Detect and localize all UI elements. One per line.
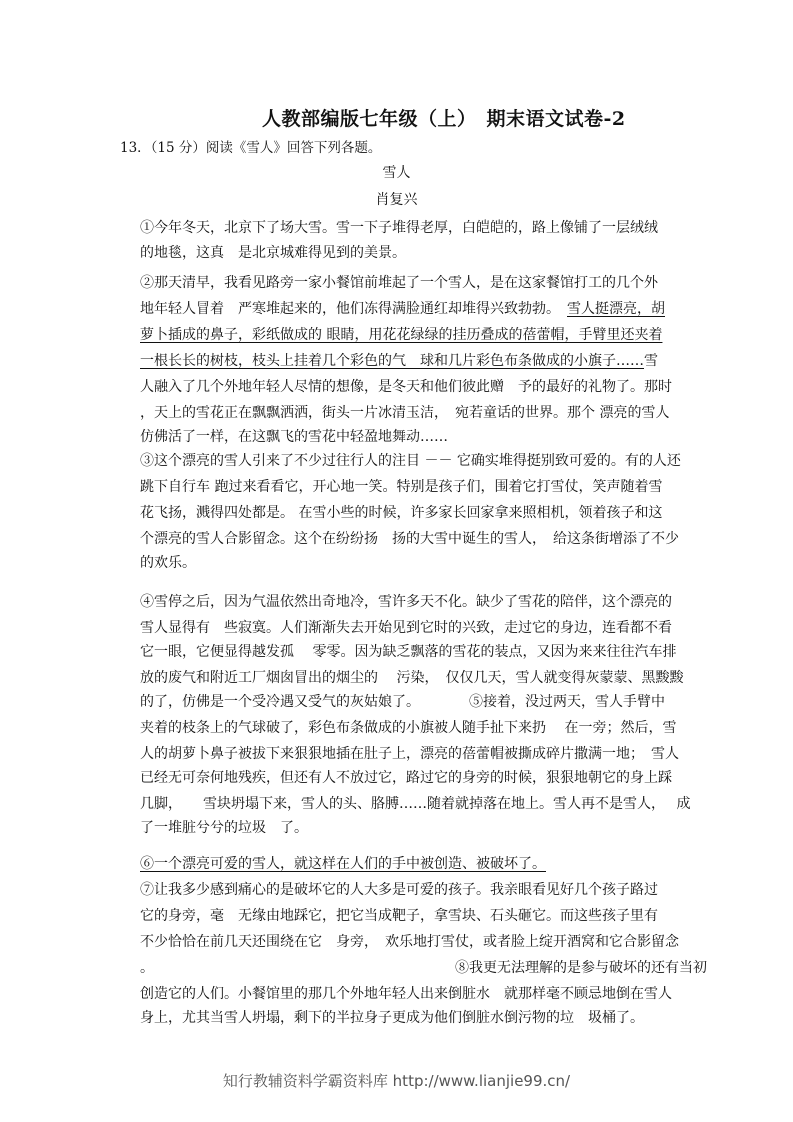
text-line: ，天上的雪花正在飘飘洒洒，街头一片冰清玉洁， 宛若童话的世界。那个 漂亮的雪人 [140,405,670,421]
text-line: 身上，尤其当雪人坍塌，剩下的半拉身子更成为他们倒脏水倒污物的垃 圾桶了。 [140,1010,644,1026]
question-stem: 13．（15 分）阅读《雪人》回答下列各题。 [120,140,382,156]
text-line: ①今年冬天，北京下了场大雪。雪一下子堆得老厚，白皑皑的，路上像铺了一层绒绒 [140,220,658,236]
footer-watermark: 知行教辅资料学霸资料库 http://www.lianjie99.cn/ [222,1072,571,1090]
text-line: ④雪停之后，因为气温依然出奇地冷，雪许多天不化。缺少了雪花的陪伴，这个漂亮的 [140,594,672,610]
underlined-text: 雪人挺漂亮，胡 [567,301,665,317]
page-title: 人教部编版七年级（上） 期末语文试卷-2 [262,108,626,130]
text-line: ⑦让我多少感到痛心的是破坏它的人大多是可爱的孩子。我亲眼看见好几个孩子路过 [140,882,658,898]
text-line: 创造它的人们。小餐馆里的那几个外地年轻人出来倒脏水 就那样毫不顾忌地倒在雪人 [140,986,672,1002]
text-line: 的了，仿佛是一个受冷遇又受气的灰姑娘了。 ⑤接着，没过两天，雪人手臂中 [140,694,665,710]
text-line: ③这个漂亮的雪人引来了不少过往行人的注目 －－ 它确实堆得挺别致可爱的。有的人还 [140,453,681,469]
text-line: 人融入了几个外地年轻人尽情的想像，是冬天和他们彼此赠 予的最好的礼物了。那时 [140,379,672,395]
text-line: 它一眼，它便显得越发孤 零零。因为缺乏飘落的雪花的装点，又因为来来往往汽车排 [140,644,677,660]
text-line: 几脚， 雪块坍塌下来，雪人的头、胳膊……随着就掉落在地上。雪人再不是雪人， 成 [140,796,691,812]
text-line: ②那天清早，我看见路旁一家小餐馆前堆起了一个雪人，是在这家餐馆打工的几个外 [140,275,658,291]
underlined-line: 萝卜插成的鼻子，彩纸做成的 眼睛，用花花绿绿的挂历叠成的蓓蕾帽，手臂里还夹着 [140,327,663,343]
text-line: 了一堆脏兮兮的垃圾 了。 [140,820,308,836]
text-line: 它的身旁，毫 无缘由地踩它，把它当成靶子，拿雪块、石头砸它。而这些孩子里有 [140,908,658,924]
article-heading: 雪人 [382,165,411,181]
text-line: 的地毯，这真 是北京城难得见到的美景。 [140,245,406,261]
underlined-line: ⑥一个漂亮可爱的雪人，就这样在人们的手中被创造、被破坏了。 [140,856,546,872]
text-line: 。 ⑧我更无法理解的是参与破坏的还有当初 [140,960,707,976]
text-line: 个漂亮的雪人合影留念。这个在纷纷扬 扬的大雪中诞生的雪人， 给这条街增添了不少 [140,531,679,547]
text-line: 放的废气和附近工厂烟囱冒出的烟尘的 污染， 仅仅几天，雪人就变得灰蒙蒙、黑黢黢 [140,670,684,686]
text-line: 夹着的枝条上的气球破了，彩色布条做成的小旗被人随手扯下来扔 在一旁；然后，雪 [140,720,677,736]
text-line: 的欢乐。 [140,555,196,571]
text-line: 跳下自行车 跑过来看看它，开心地一笑。特别是孩子们，围着它打雪仗，笑声随着雪 [140,479,663,495]
text-line: 已经无可奈何地残疾，但还有人不放过它，路过它的身旁的时候，狠狠地朝它的身上踩 [140,770,672,786]
text-line: 不少恰恰在前几天还围绕在它 身旁， 欢乐地打雪仗，或者脸上绽开酒窝和它合影留念 [140,934,679,950]
text-line: 一根长长的树枝，枝头上挂着几个彩色的气 球和几片彩色布条做成的小旗子……雪 [140,353,658,369]
text-line: 花飞扬，溅得四处都是。 在雪小些的时候，许多家长回家拿来照相机，领着孩子和这 [140,505,663,521]
article-author: 肖复兴 [375,192,418,208]
text-line: 仿佛活了一样，在这飘飞的雪花中轻盈地舞动…… [140,429,448,445]
text-line: 人的胡萝卜鼻子被拔下来狠狠地插在肚子上，漂亮的蓓蕾帽被撕成碎片撒满一地； 雪人 [140,746,679,762]
text-line: 雪人显得有 些寂寞。人们渐渐失去开始见到它时的兴致，走过它的身边，连看都不看 [140,620,672,636]
text-line: 地年轻人冒着 严寒堆起来的，他们冻得满脸通红却堆得兴致勃勃。 雪人挺漂亮，胡 [140,301,665,317]
